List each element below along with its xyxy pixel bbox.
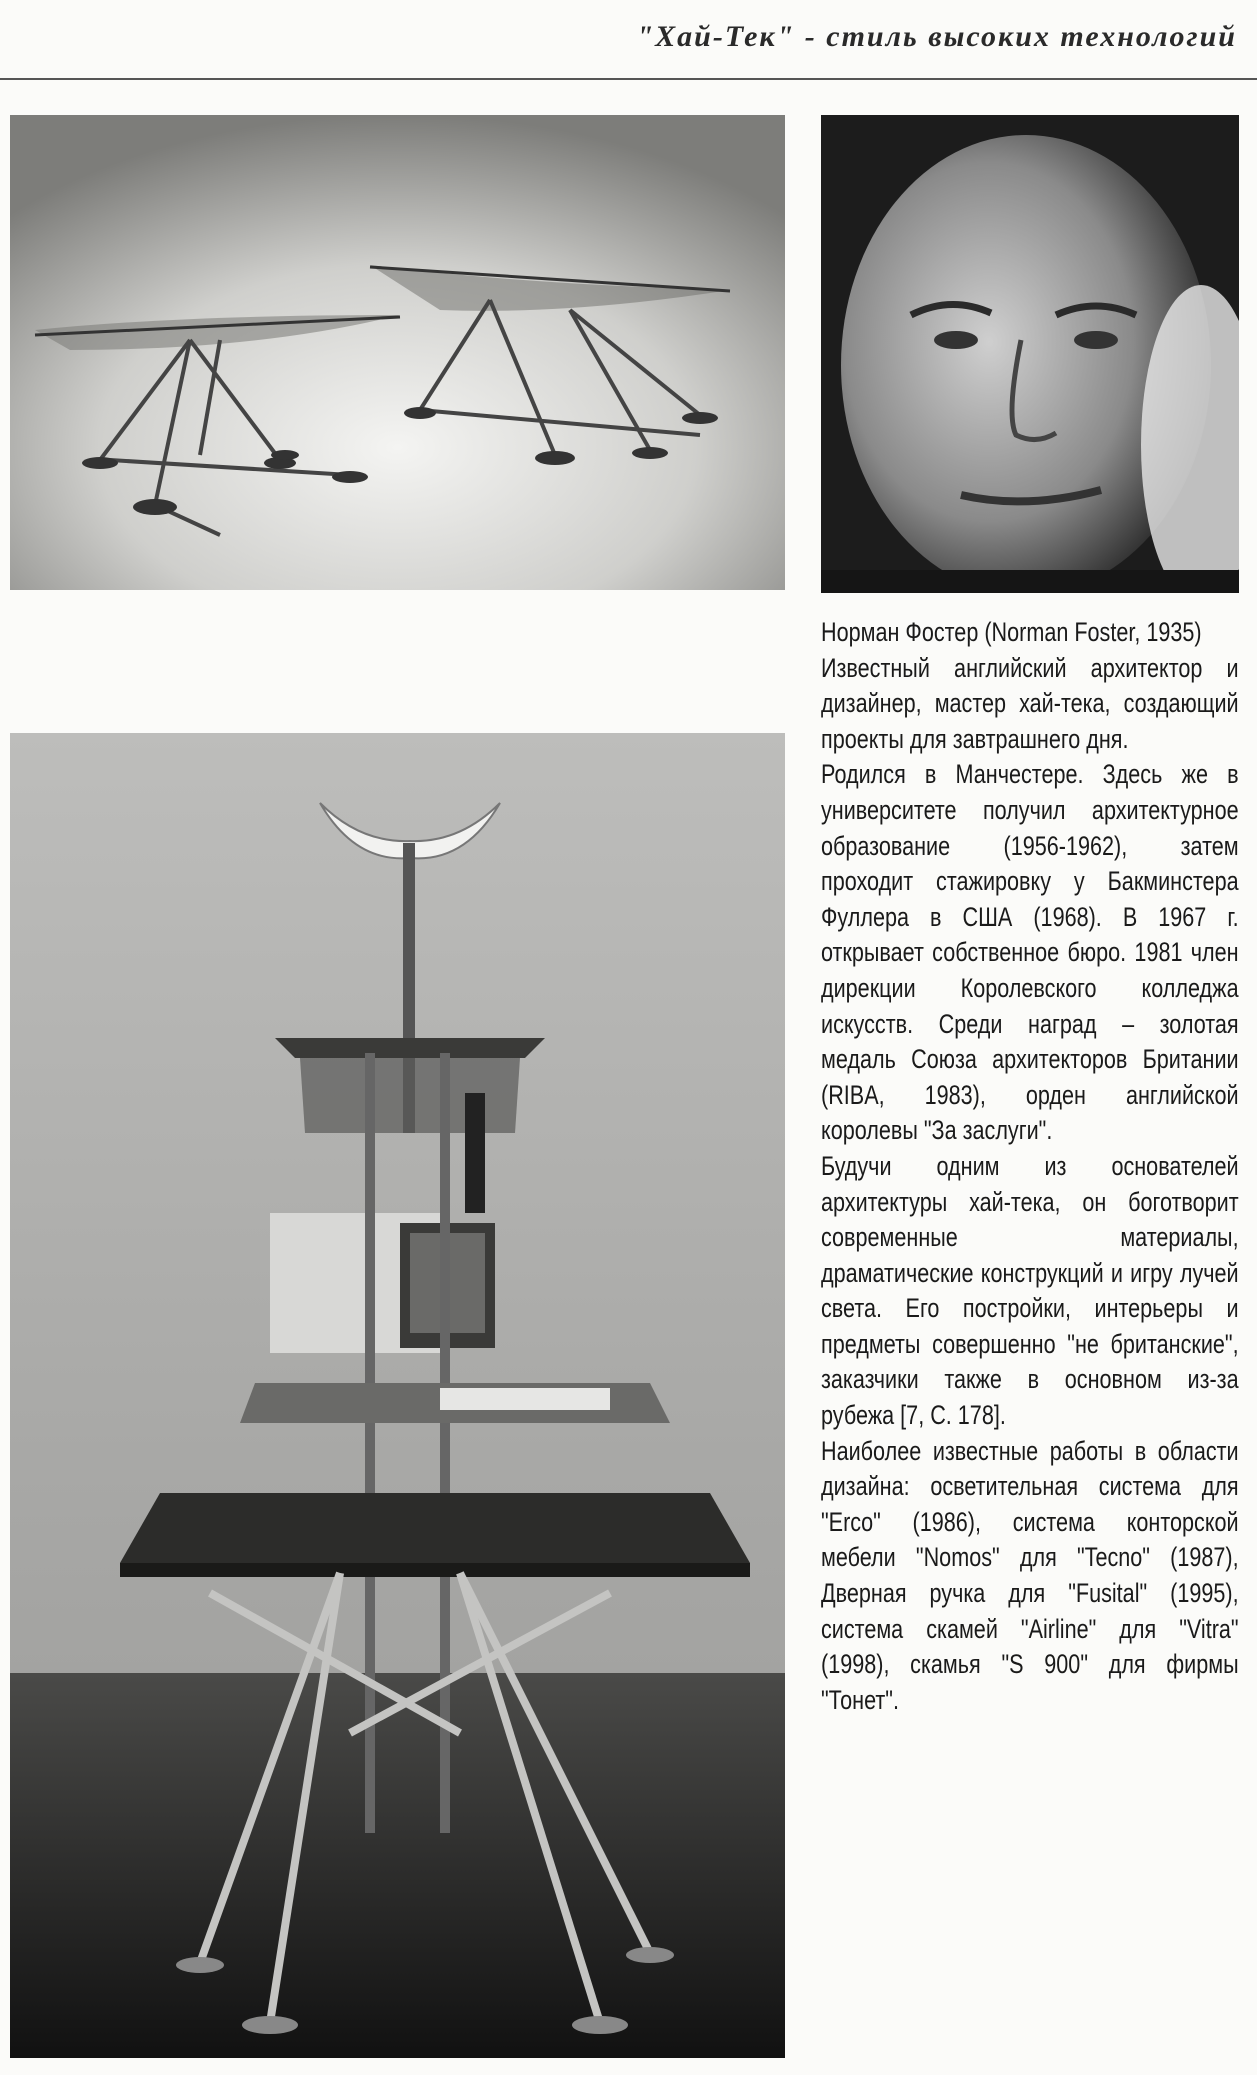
bio-paragraph-career: Родился в Манчестере. Здесь же в университете получил архитектурное образование (1956-1962), затем проходит стажировку у Бакминстера Фуллера в США (1968). В 1967 г. открывает собственное бюро. 1981 член дирекции Королевского колледжа искусств. Среди наград – золотая медаль Союза архитекторов Британии (RIBA, 1983), орден английской королевы "За заслуги". [821, 759, 1239, 1146]
bio-paragraph-intro: Известный английский архитектор и дизайнер, мастер хай-тека, создающий проекты для завтрашнего дня. [821, 652, 1239, 754]
biography-text [821, 615, 1239, 1718]
photo-glass-tables [10, 115, 785, 590]
bio-paragraph-style: Будучи одним из основателей архитектуры хай-тека, он боготворит современные материалы, драматические конструкций и игру лучей света. Его постройки, интерьеры и предметы совершенно "не британские", заказчики также в основном из-за рубежа [7, С. 178]. [821, 1150, 1239, 1431]
header-rule [0, 78, 1257, 80]
bio-paragraph-works: Наиболее известные работы в области дизайна: осветительная система для "Erco" (1986), система конторской мебели "Nomos" для "Tecno" (1987), Дверная ручка для "Fusital" (1995), система скамей "Airline" для "Vitra" (1998), скамья "S 900" для фирмы "Тонет". [821, 1435, 1239, 1715]
photo-nomos-desk [10, 733, 785, 2058]
photo-portrait-norman-foster [821, 115, 1239, 593]
page-header-title: "Хай-Тек" - стиль высоких технологий [636, 20, 1237, 53]
bio-name-line: Норман Фостер (Norman Foster, 1935) [821, 617, 1202, 647]
